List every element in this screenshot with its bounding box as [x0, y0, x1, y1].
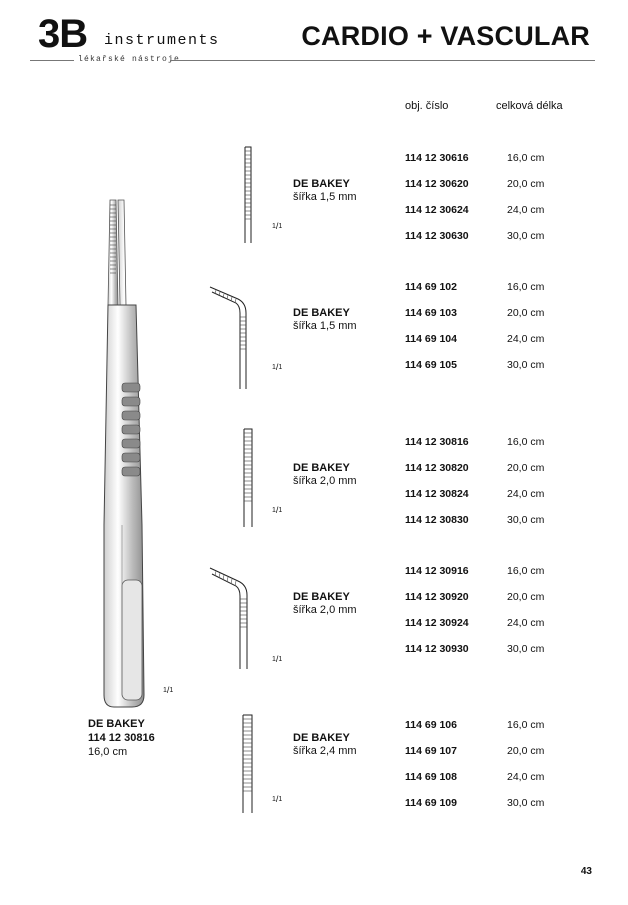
item-length: 30,0 cm	[507, 797, 545, 809]
scale-label: $^1$/1	[272, 221, 283, 231]
tip-angled-illustration	[208, 283, 260, 393]
item-code: 114 12 30916	[405, 565, 469, 577]
logo-subtitle: lékařské nástroje	[78, 55, 181, 64]
item-length: 16,0 cm	[507, 281, 545, 293]
group-width: šířka 2,4 mm	[293, 745, 357, 757]
scale-label-main: $^1$/1	[163, 685, 174, 695]
scale-label: $^1$/1	[272, 505, 283, 515]
item-length: 20,0 cm	[507, 307, 545, 319]
scale-label: $^1$/1	[272, 794, 283, 804]
item-length: 20,0 cm	[507, 178, 545, 190]
item-length: 20,0 cm	[507, 591, 545, 603]
item-code: 114 69 103	[405, 307, 457, 319]
item-length: 30,0 cm	[507, 514, 545, 526]
main-instrument-code: 114 12 30816	[88, 732, 155, 744]
item-code: 114 12 30930	[405, 643, 469, 655]
item-length: 16,0 cm	[507, 436, 545, 448]
item-code: 114 12 30620	[405, 178, 469, 190]
item-code: 114 69 105	[405, 359, 457, 371]
item-code: 114 12 30816	[405, 436, 469, 448]
item-code: 114 12 30820	[405, 462, 469, 474]
item-code: 114 12 30920	[405, 591, 469, 603]
header-rule-right	[170, 60, 595, 61]
item-code: 114 69 106	[405, 719, 457, 731]
item-length: 20,0 cm	[507, 745, 545, 757]
item-code: 114 12 30616	[405, 152, 469, 164]
group-width: šířka 1,5 mm	[293, 320, 357, 332]
item-length: 30,0 cm	[507, 359, 545, 371]
item-length: 16,0 cm	[507, 719, 545, 731]
item-length: 30,0 cm	[507, 643, 545, 655]
tip-straight-illustration	[240, 145, 256, 245]
item-code: 114 12 30624	[405, 204, 469, 216]
header-rule-left	[30, 60, 74, 61]
tip-angled-illustration	[208, 565, 260, 673]
item-code: 114 12 30824	[405, 488, 469, 500]
item-code: 114 69 107	[405, 745, 457, 757]
group-width: šířka 2,0 mm	[293, 604, 357, 616]
main-instrument-name: DE BAKEY	[88, 718, 145, 730]
group-name: DE BAKEY	[293, 307, 350, 319]
item-length: 24,0 cm	[507, 333, 545, 345]
group-name: DE BAKEY	[293, 178, 350, 190]
item-code: 114 69 104	[405, 333, 457, 345]
item-length: 24,0 cm	[507, 771, 545, 783]
group-name: DE BAKEY	[293, 732, 350, 744]
tip-straight-illustration	[239, 713, 257, 815]
group-width: šířka 1,5 mm	[293, 191, 357, 203]
tip-straight-illustration	[240, 427, 256, 529]
item-length: 30,0 cm	[507, 230, 545, 242]
item-length: 16,0 cm	[507, 565, 545, 577]
item-length: 24,0 cm	[507, 617, 545, 629]
item-code: 114 69 108	[405, 771, 457, 783]
item-length: 24,0 cm	[507, 204, 545, 216]
page-title: CARDIO + VASCULAR	[301, 21, 590, 51]
item-code: 114 12 30924	[405, 617, 469, 629]
scale-label: $^1$/1	[272, 362, 283, 372]
logo-wordmark: instruments	[104, 32, 220, 49]
scale-label: $^1$/1	[272, 654, 283, 664]
item-length: 20,0 cm	[507, 462, 545, 474]
group-name: DE BAKEY	[293, 591, 350, 603]
group-width: šířka 2,0 mm	[293, 475, 357, 487]
page-number: 43	[580, 866, 592, 877]
item-code: 114 12 30830	[405, 514, 469, 526]
item-length: 16,0 cm	[507, 152, 545, 164]
item-code: 114 69 102	[405, 281, 457, 293]
item-code: 114 69 109	[405, 797, 457, 809]
forceps-full-view-illustration	[96, 195, 156, 715]
item-code: 114 12 30630	[405, 230, 469, 242]
column-header-length: celková délka	[496, 100, 563, 112]
group-name: DE BAKEY	[293, 462, 350, 474]
item-length: 24,0 cm	[507, 488, 545, 500]
logo-mark: 3B	[38, 12, 88, 56]
main-instrument-length: 16,0 cm	[88, 746, 128, 758]
column-header-code: obj. číslo	[405, 100, 449, 112]
